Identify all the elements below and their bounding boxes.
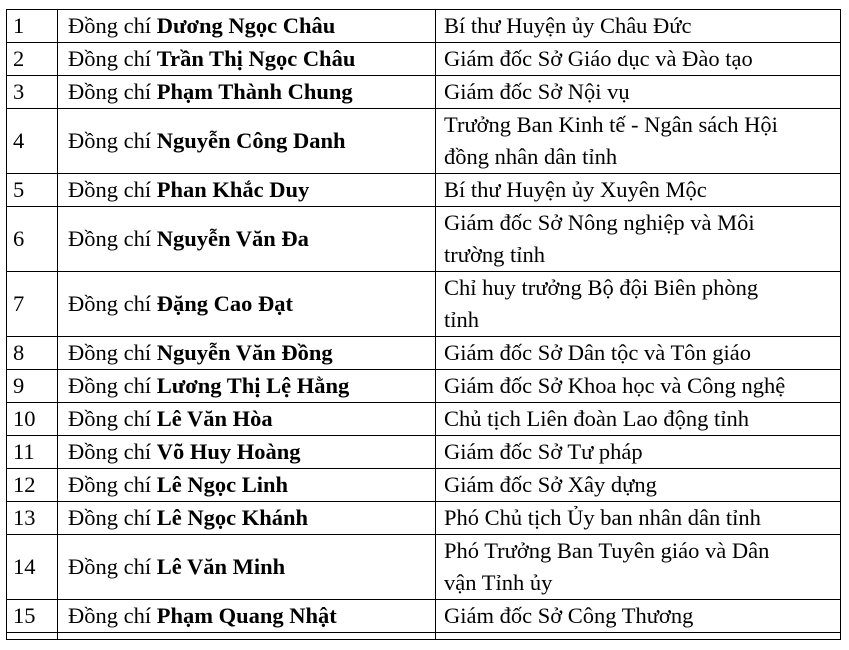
row-number: 9 (7, 370, 58, 403)
person-name: Lương Thị Lệ Hằng (156, 373, 350, 398)
person-cell (58, 436, 436, 469)
row-number: 10 (7, 403, 58, 436)
position-cell (436, 436, 841, 469)
honorific-prefix: Đồng chí (68, 291, 157, 316)
position-cell (436, 76, 841, 109)
person-name: Lê Văn Minh (156, 554, 286, 579)
position-text: Bí thư Huyện ủy Châu Đức (444, 13, 692, 38)
honorific-prefix: Đồng chí (68, 472, 157, 497)
person-cell (58, 370, 436, 403)
position-text: Giám đốc Sở Khoa học và Công nghệ (444, 373, 786, 398)
row-number: 11 (7, 436, 58, 469)
table-row (7, 76, 841, 109)
honorific-prefix: Đồng chí (68, 340, 157, 365)
table-row (7, 502, 841, 535)
person-name: Lê Ngọc Khánh (156, 505, 309, 530)
position-text-line-1: Chỉ huy trưởng Bộ đội Biên phòng (444, 275, 759, 300)
person-name: Võ Huy Hoàng (156, 439, 301, 464)
position-cell (436, 174, 841, 207)
person-cell (58, 109, 436, 174)
person-cell (58, 174, 436, 207)
person-name: Phạm Thành Chung (156, 79, 353, 104)
table-row (7, 272, 841, 337)
row-number: 8 (7, 337, 58, 370)
position-cell (436, 207, 841, 272)
personnel-table-body (7, 10, 841, 640)
personnel-table (6, 9, 841, 640)
row-number: 2 (7, 43, 58, 76)
table-row (7, 109, 841, 174)
table-row (7, 403, 841, 436)
position-text: Giám đốc Sở Tư pháp (444, 439, 643, 464)
position-cell (436, 43, 841, 76)
position-cell (436, 370, 841, 403)
position-text: Chủ tịch Liên đoàn Lao động tỉnh (444, 406, 749, 431)
person-name: Phan Khắc Duy (156, 177, 310, 202)
position-text: Giám đốc Sở Xây dựng (444, 472, 657, 497)
position-cell (436, 109, 841, 174)
table-row-partial (7, 633, 841, 640)
person-cell (58, 272, 436, 337)
row-number: 12 (7, 469, 58, 502)
table-row (7, 370, 841, 403)
position-cell (436, 535, 841, 600)
person-cell (58, 403, 436, 436)
honorific-prefix: Đồng chí (68, 603, 157, 628)
position-cell (436, 403, 841, 436)
position-cell (436, 10, 841, 43)
table-row (7, 43, 841, 76)
position-cell (436, 502, 841, 535)
person-cell (58, 469, 436, 502)
position-text-line-2: đồng nhân dân tỉnh (444, 144, 618, 169)
position-text-line-1: Phó Trưởng Ban Tuyên giáo và Dân (444, 538, 770, 563)
honorific-prefix: Đồng chí (68, 46, 157, 71)
row-number: 15 (7, 600, 58, 633)
row-number: 4 (7, 109, 58, 174)
table-row (7, 535, 841, 600)
honorific-prefix: Đồng chí (68, 439, 157, 464)
position-text-line-2: trường tỉnh (444, 242, 545, 267)
person-name: Đặng Cao Đạt (156, 291, 294, 316)
empty-cell (58, 633, 436, 640)
row-number: 6 (7, 207, 58, 272)
row-number: 13 (7, 502, 58, 535)
table-row (7, 174, 841, 207)
honorific-prefix: Đồng chí (68, 177, 157, 202)
position-cell (436, 272, 841, 337)
position-cell (436, 337, 841, 370)
person-name: Trần Thị Ngọc Châu (156, 46, 356, 71)
honorific-prefix: Đồng chí (68, 79, 157, 104)
position-cell (436, 600, 841, 633)
person-cell (58, 43, 436, 76)
position-text-line-1: Trưởng Ban Kinh tế - Ngân sách Hội (444, 112, 778, 137)
table-row (7, 436, 841, 469)
person-cell (58, 535, 436, 600)
person-name: Nguyễn Công Danh (156, 128, 346, 153)
honorific-prefix: Đồng chí (68, 226, 157, 251)
honorific-prefix: Đồng chí (68, 13, 157, 38)
person-cell (58, 600, 436, 633)
person-cell (58, 502, 436, 535)
table-row (7, 10, 841, 43)
row-number: 14 (7, 535, 58, 600)
position-text: Bí thư Huyện ủy Xuyên Mộc (444, 177, 707, 202)
table-row (7, 207, 841, 272)
honorific-prefix: Đồng chí (68, 505, 157, 530)
table-row (7, 600, 841, 633)
row-number: 3 (7, 76, 58, 109)
person-name: Phạm Quang Nhật (156, 603, 337, 628)
position-cell (436, 469, 841, 502)
person-name: Nguyễn Văn Đồng (156, 340, 333, 365)
person-cell (58, 337, 436, 370)
honorific-prefix: Đồng chí (68, 373, 157, 398)
row-number: 7 (7, 272, 58, 337)
empty-cell (7, 633, 58, 640)
position-text: Giám đốc Sở Dân tộc và Tôn giáo (444, 340, 752, 365)
person-name: Dương Ngọc Châu (156, 13, 336, 38)
honorific-prefix: Đồng chí (68, 128, 157, 153)
person-name: Lê Ngọc Linh (156, 472, 289, 497)
position-text-line-2: tỉnh (444, 307, 480, 332)
position-text-line-1: Giám đốc Sở Nông nghiệp và Môi (444, 210, 755, 235)
position-text-line-2: vận Tỉnh ủy (444, 570, 553, 595)
row-number: 1 (7, 10, 58, 43)
person-name: Lê Văn Hòa (156, 406, 273, 431)
position-text: Giám đốc Sở Công Thương (444, 603, 694, 628)
person-cell (58, 10, 436, 43)
person-name: Nguyễn Văn Đa (156, 226, 309, 251)
honorific-prefix: Đồng chí (68, 406, 157, 431)
position-text: Giám đốc Sở Nội vụ (444, 79, 630, 104)
table-row (7, 337, 841, 370)
honorific-prefix: Đồng chí (68, 554, 157, 579)
person-cell (58, 76, 436, 109)
table-row (7, 469, 841, 502)
row-number: 5 (7, 174, 58, 207)
person-cell (58, 207, 436, 272)
position-text: Giám đốc Sở Giáo dục và Đào tạo (444, 46, 753, 71)
empty-cell (436, 633, 841, 640)
position-text: Phó Chủ tịch Ủy ban nhân dân tỉnh (444, 505, 761, 530)
